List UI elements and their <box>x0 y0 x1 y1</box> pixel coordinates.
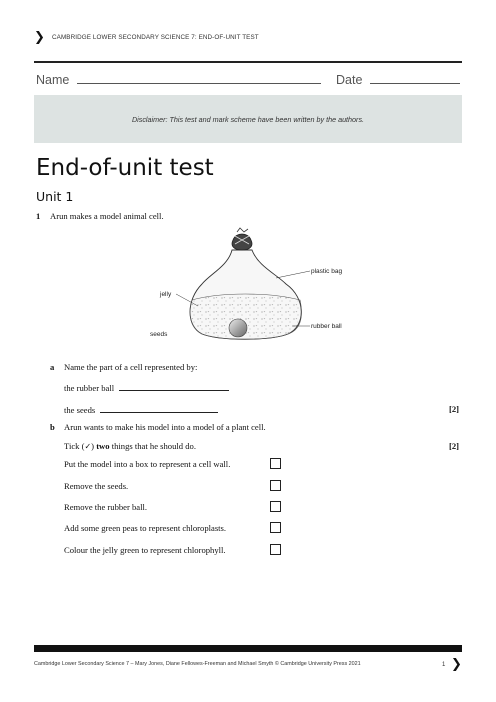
part-b-marks: [2] <box>449 441 460 451</box>
date-field[interactable] <box>336 72 460 87</box>
answer-rubber-ball-label: the rubber ball <box>64 383 115 393</box>
disclaimer-text: Disclaimer: This test and mark scheme have been written by the authors. <box>131 114 365 124</box>
answer-line-rubber-ball[interactable] <box>119 382 229 391</box>
page-number: 1 <box>442 662 446 668</box>
option-text-5: Colour the jelly green to represent chlorophyll. <box>64 545 226 555</box>
option-text-2: Remove the seeds. <box>64 481 129 491</box>
page-title: End-of-unit test <box>36 155 214 181</box>
option-checkbox-5[interactable] <box>270 544 281 555</box>
label-seeds: seeds <box>150 331 168 338</box>
question-stem: Arun makes a model animal cell. <box>50 211 164 221</box>
model-cell-figure <box>140 226 360 348</box>
footer-credit: Cambridge Lower Secondary Science 7 – Mary Jones, Diane Fellowes-Freeman and Michael Smyth © Cambridge University Press 2021 <box>34 661 361 667</box>
answer-rubber-ball[interactable] <box>64 382 229 393</box>
header-rule <box>34 61 462 63</box>
label-plastic-bag: plastic bag <box>311 268 343 275</box>
answer-line-seeds[interactable] <box>100 404 218 413</box>
name-field[interactable] <box>36 72 321 87</box>
header-chevron-icon: ❯ <box>34 30 45 45</box>
running-header: CAMBRIDGE LOWER SECONDARY SCIENCE 7: END-OF-UNIT TEST <box>52 34 259 41</box>
part-a-letter: a <box>50 362 55 372</box>
part-b-letter: b <box>50 422 55 432</box>
unit-heading: Unit 1 <box>36 189 74 204</box>
label-jelly: jelly <box>160 291 172 298</box>
disclaimer-box <box>34 95 462 143</box>
name-line[interactable] <box>77 72 321 84</box>
answer-seeds[interactable] <box>64 404 218 415</box>
option-text-1: Put the model into a box to represent a cell wall. <box>64 459 231 469</box>
rubber-ball-shape <box>229 319 247 337</box>
name-label: Name <box>36 73 70 87</box>
part-b-prompt: Arun wants to make his model into a model of a plant cell. <box>64 422 266 432</box>
option-checkbox-2[interactable] <box>270 480 281 491</box>
next-page-chevron-icon[interactable]: ❯ <box>451 657 462 672</box>
option-checkbox-4[interactable] <box>270 522 281 533</box>
label-rubber-ball: rubber ball <box>311 323 342 330</box>
part-a-prompt: Name the part of a cell represented by: <box>64 362 198 372</box>
question-number: 1 <box>36 211 41 221</box>
date-line[interactable] <box>370 72 460 84</box>
footer-bar <box>34 645 462 652</box>
part-a-marks: [2] <box>449 404 460 414</box>
option-text-3: Remove the rubber ball. <box>64 502 148 512</box>
tick-mark-icon: ✓ <box>84 442 92 451</box>
date-label: Date <box>336 73 363 87</box>
option-text-4: Add some green peas to represent chloroplasts. <box>64 523 227 533</box>
option-checkbox-3[interactable] <box>270 501 281 512</box>
option-checkbox-1[interactable] <box>270 458 281 469</box>
answer-seeds-label: the seeds <box>64 405 96 415</box>
part-b-instruction: Tick (✓) two things that he should do. <box>64 441 196 451</box>
